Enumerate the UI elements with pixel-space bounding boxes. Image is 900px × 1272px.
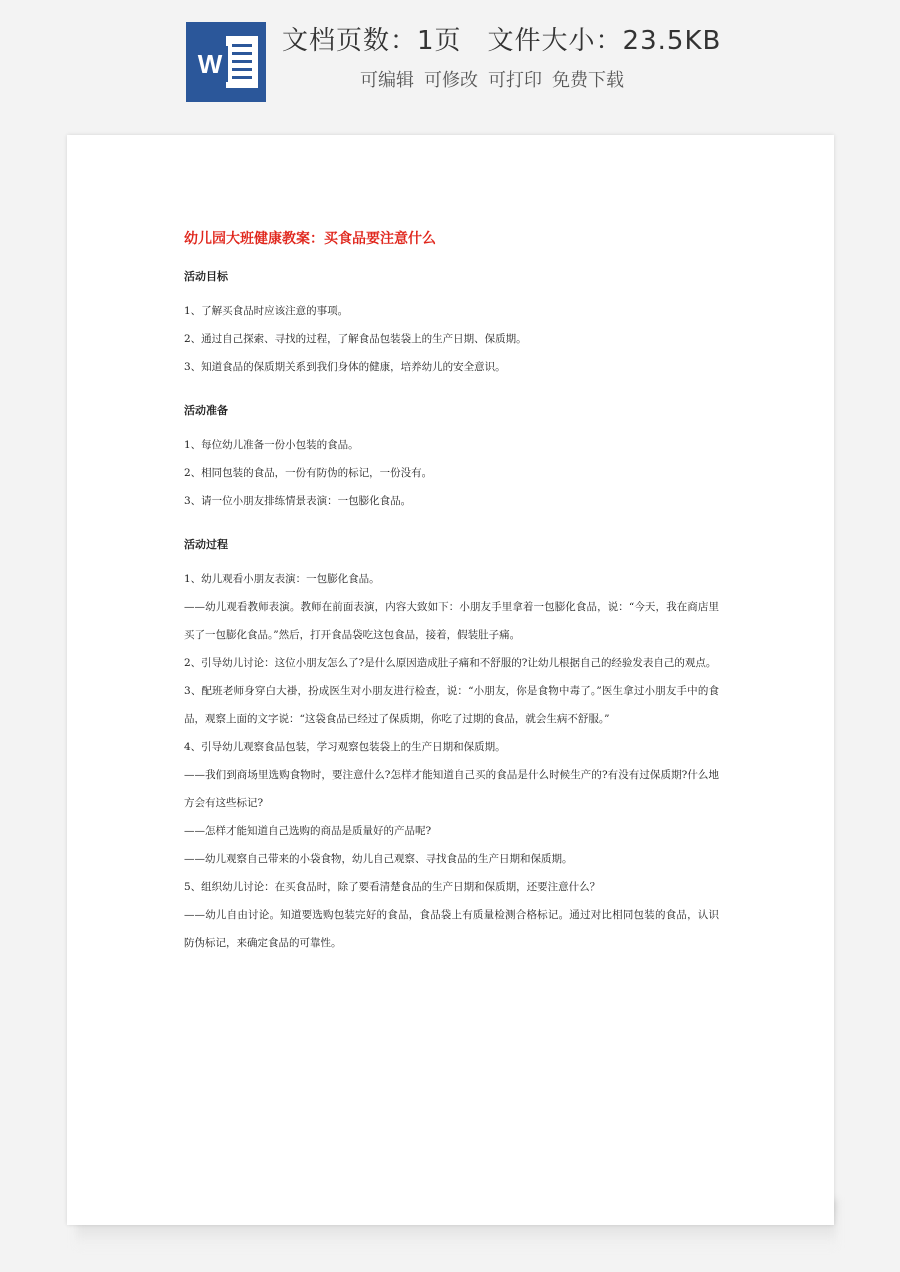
feature-modifiable: 可修改	[424, 70, 478, 91]
feature-list	[360, 66, 660, 92]
section-process	[184, 537, 719, 957]
paragraph: 1、每位幼儿准备一份小包装的食品。	[184, 439, 359, 451]
paragraph: ——幼儿自由讨论。知道要选购包装完好的食品，食品袋上有质量检测合格标记。通过对比相同包装的食品，认识防伪标记，来确定食品的可靠性。	[184, 909, 719, 949]
paragraph: 3、配班老师身穿白大褂，扮成医生对小朋友进行检查，说：“小朋友，你是食物中毒了。”医生拿过小朋友手中的食品，观察上面的文字说：“这袋食品已经过了保质期，你吃了过期的食品，就会生病不舒服。”	[184, 685, 719, 725]
section-goals	[184, 269, 719, 381]
paragraph: 2、相同包装的食品，一份有防伪的标记，一份没有。	[184, 467, 433, 479]
file-size-label: 文件大小：23.5KB	[487, 26, 722, 56]
paragraph: ——怎样才能知道自己选购的商品是质量好的产品呢?	[184, 825, 432, 837]
feature-editable: 可编辑	[360, 70, 414, 91]
feature-free-download: 免费下载	[552, 70, 624, 91]
word-document-icon	[186, 22, 266, 102]
feature-printable: 可打印	[488, 70, 542, 91]
document-title: 幼儿园大班健康教案：买食品要注意什么	[184, 231, 436, 247]
paragraph: ——我们到商场里选购食物时，要注意什么?怎样才能知道自己买的食品是什么时候生产的?有没有过保质期?什么地方会有这些标记?	[184, 769, 719, 809]
paragraph: ——幼儿观看教师表演。教师在前面表演，内容大致如下：小朋友手里拿着一包膨化食品，说：“今天，我在商店里买了一包膨化食品。”然后，打开食品袋吃这包食品，接着，假装肚子痛。	[184, 601, 719, 641]
paragraph: 5、组织幼儿讨论：在买食品时，除了要看清楚食品的生产日期和保质期，还要注意什么？	[184, 881, 601, 893]
section-heading: 活动目标	[184, 270, 228, 283]
paragraph: 1、幼儿观看小朋友表演：一包膨化食品。	[184, 573, 380, 585]
section-heading: 活动过程	[184, 538, 228, 551]
file-meta-line	[282, 20, 742, 57]
paragraph: 2、引导幼儿讨论：这位小朋友怎么了?是什么原因造成肚子痛和不舒服的?让幼儿根据自己的经验发表自己的观点。	[184, 657, 717, 669]
document-page	[67, 135, 834, 1225]
page-count-label: 文档页数：1页	[282, 26, 462, 56]
paragraph: 1、了解买食品时应该注意的事项。	[184, 305, 349, 317]
document-info-header	[0, 0, 900, 120]
section-heading: 活动准备	[184, 404, 228, 417]
paragraph: 3、知道食品的保质期关系到我们身体的健康，培养幼儿的安全意识。	[184, 361, 506, 373]
paragraph: 3、请一位小朋友排练情景表演：一包膨化食品。	[184, 495, 412, 507]
section-preparation	[184, 403, 719, 515]
word-icon-letter: W	[192, 46, 228, 82]
word-icon-page	[226, 36, 258, 88]
document-content	[184, 229, 719, 957]
paragraph: 4、引导幼儿观察食品包装，学习观察包装袋上的生产日期和保质期。	[184, 741, 506, 753]
paragraph: 2、通过自己探索、寻找的过程，了解食品包装袋上的生产日期、保质期。	[184, 333, 527, 345]
paragraph: ——幼儿观察自己带来的小袋食物，幼儿自己观察、寻找食品的生产日期和保质期。	[184, 853, 573, 865]
